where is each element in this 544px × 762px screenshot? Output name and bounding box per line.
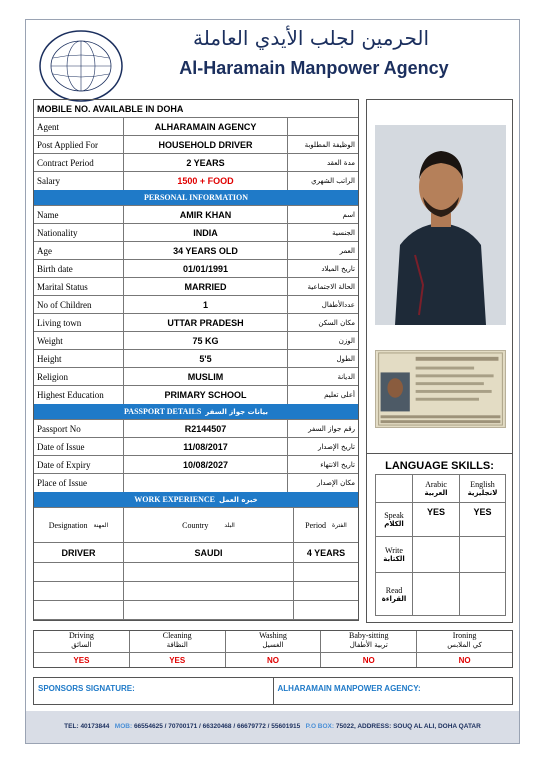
arabic-label: Arabic [425,480,447,489]
personal-value: PRIMARY SCHOOL [124,386,288,404]
passport-label: Passport No [34,420,124,437]
personal-value: 01/01/1991 [124,260,288,277]
work-country: SAUDI [124,543,294,562]
job-label: Post Applied For [34,136,124,153]
period-header [294,508,358,542]
write-label: Write [385,546,403,555]
personal-label: Highest Education [34,386,124,404]
job-label-arabic: الوظيفة المطلوبة [304,140,355,149]
passport-value: 10/08/2027 [124,456,288,473]
personal-label-arabic: مكان السكن [318,318,355,327]
work-row-empty [34,563,358,582]
skill-name-arabic: السائق [71,641,92,649]
country-label-arabic: البلد [224,521,235,529]
speak-label: Speak [384,511,404,520]
skills-value-row [34,653,512,667]
passport-value: 11/08/2017 [124,438,288,455]
language-header-row [376,475,505,503]
personal-label: Birth date [34,260,124,277]
work-period: 4 YEARS [306,547,346,558]
passport-row [34,456,358,474]
personal-row [34,206,358,224]
applicant-details-table [33,99,359,621]
cv-page [25,19,520,744]
write-label-ar: الكتابة [383,555,405,563]
personal-value: INDIA [124,224,288,241]
personal-value: MARRIED [124,278,288,295]
job-label: Agent [34,118,124,135]
personal-value: MUSLIM [124,368,288,385]
passport-row [34,438,358,456]
passport-label-arabic: رقم جواز السفر [308,424,355,433]
skill-ironing-header [417,631,512,652]
tel-label: TEL: [64,723,79,730]
job-row [34,172,358,190]
personal-row [34,278,358,296]
personal-value: AMIR KHAN [124,206,288,223]
passport-copy-image [375,350,506,428]
personal-value: UTTAR PRADESH [124,314,288,331]
language-row-write [376,537,505,573]
country-label: Country [182,520,209,530]
skill-name: Driving [68,631,94,640]
personal-label: Height [34,350,124,367]
country-header [124,508,294,542]
passport-row [34,474,358,492]
passport-label-arabic: تاريخ الإصدار [317,442,355,451]
passport-title-arabic: بيانات جواز السفر [205,407,268,416]
personal-row [34,224,358,242]
po-value: 75022, ADDRESS: SOUQ AL ALI, DOHA QATAR [335,723,481,730]
write-arabic [413,537,460,572]
job-label: Salary [34,172,124,190]
language-skills-title: LANGUAGE SKILLS: [385,460,494,472]
skill-cleaning-header [130,631,226,652]
skill-cleaning-value: YES [130,653,226,667]
skill-name: Ironing [452,631,477,640]
personal-label-arabic: الجنسية [332,228,355,237]
language-skills-table [375,474,506,616]
personal-label: Name [34,206,124,223]
job-label-arabic: الراتب الشهري [311,177,355,185]
personal-label: Weight [34,332,124,349]
personal-value: 5'5 [124,350,288,367]
personal-label-arabic: اسم [342,210,355,219]
read-label-ar: القراءة [381,594,407,603]
skill-baby-sitting-header [321,631,417,652]
job-row [34,154,358,172]
skill-name-arabic: كي الملابس [447,641,482,649]
skill-name-arabic: النظافة [166,641,188,649]
speak-arabic: YES [413,503,460,536]
personal-label-arabic: الطول [336,354,355,363]
skill-driving-value: YES [34,653,130,667]
job-value: HOUSEHOLD DRIVER [124,136,288,153]
mob-label: MOB: [114,723,133,730]
skill-name: Washing [259,631,287,640]
skill-baby-sitting-value: NO [321,653,417,667]
personal-row [34,242,358,260]
passport-title: PASSPORT DETAILS [124,407,202,416]
language-row-read [376,573,505,615]
passport-value [124,474,288,492]
section-passport-details [34,404,358,420]
personal-row [34,314,358,332]
personal-label-arabic: عددالأطفال [321,300,355,309]
job-label-arabic: مدة العقد [327,158,355,167]
agency-signature: ALHARAMAIN MANPOWER AGENCY: [277,684,421,693]
designation-label-arabic: المهنة [93,521,109,529]
skill-washing-value: NO [226,653,322,667]
english-label: English [470,480,495,489]
po-label: P.O BOX: [305,723,335,730]
speak-english: YES [473,507,492,517]
personal-row [34,386,358,404]
personal-label-arabic: أعلى تعليم [324,391,355,399]
personal-row [34,368,358,386]
passport-label-arabic: تاريخ الانتهاء [320,460,355,469]
language-row-speak [376,503,505,537]
personal-row [34,350,358,368]
passport-label-arabic: مكان الإصدار [317,479,355,487]
header [26,20,519,90]
personal-label-arabic: العمر [339,246,355,255]
work-row-empty [34,601,358,620]
personal-label-arabic: الوزن [338,336,355,345]
job-label: Contract Period [34,154,124,171]
work-row-empty [34,582,358,601]
personal-label-arabic: تاريخ الميلاد [321,264,355,273]
personal-label: Marital Status [34,278,124,295]
skills-table [33,630,513,668]
skills-name-row [34,631,512,653]
agency-logo [38,28,124,104]
personal-label: Age [34,242,124,259]
applicant-photo [375,125,506,325]
work-designation: DRIVER [34,543,124,562]
agency-name-english: Al-Haramain Manpower Agency [179,58,449,78]
passport-row [34,420,358,438]
sponsor-signature: SPONSORS SIGNATURE: [34,678,274,704]
passport-label: Date of Expiry [34,456,124,473]
photo-panel [366,99,513,454]
designation-header [34,508,124,542]
mob-value: 66554625 / 70700171 / 66320468 / 66679772 / 55601915 [133,723,301,730]
job-value: ALHARAMAIN AGENCY [124,118,288,135]
read-english [460,573,505,615]
personal-value: 34 YEARS OLD [124,242,288,259]
personal-label: Living town [34,314,124,331]
work-header-row [34,508,358,543]
personal-value: 1 [124,296,288,313]
personal-value: 75 KG [124,332,288,349]
skill-name-arabic: تربية الأطفال [349,641,388,649]
speak-label-ar: الكلام [384,520,404,528]
write-english [460,537,505,572]
read-arabic [413,573,460,615]
section-personal-information: PERSONAL INFORMATION [34,190,358,206]
personal-row [34,260,358,278]
skill-ironing-value: NO [458,655,471,665]
contact-footer [26,711,519,743]
skill-driving-header [34,631,130,652]
period-label: Period [305,520,327,530]
personal-label-arabic: الديانة [337,372,355,381]
skill-name: Baby-sitting [349,631,389,640]
personal-label: Nationality [34,224,124,241]
job-row [34,118,358,136]
passport-value: R2144507 [124,420,288,437]
designation-label: Designation [48,520,88,530]
agency-name-arabic: الحرمين لجلب الأيدي العاملة [192,26,430,50]
language-skills-panel [366,453,513,623]
personal-label: No of Children [34,296,124,313]
skill-name: Cleaning [162,631,192,640]
section-work-experience [34,492,358,508]
job-value: 1500 + FOOD [124,172,288,190]
personal-row [34,332,358,350]
read-label: Read [385,585,403,595]
work-title: WORK EXPERIENCE [134,495,215,504]
english-label-ar: لانجليزية [467,489,498,497]
passport-label: Place of Issue [34,474,124,492]
passport-label: Date of Issue [34,438,124,455]
arabic-label-ar: العربية [424,489,448,497]
personal-label-arabic: الحالة الاجتماعية [307,282,355,291]
personal-row [34,296,358,314]
period-label-arabic: الفترة [332,521,347,529]
signature-row [33,677,513,705]
work-row [34,543,358,563]
personal-label: Religion [34,368,124,385]
job-row [34,136,358,154]
mobile-availability: MOBILE NO. AVAILABLE IN DOHA [34,100,358,118]
skill-washing-header [226,631,322,652]
skill-name-arabic: الغسيل [262,641,284,649]
job-value: 2 YEARS [124,154,288,171]
tel-value: 40173844 [80,723,110,730]
work-title-arabic: خبره العمل [218,495,258,504]
